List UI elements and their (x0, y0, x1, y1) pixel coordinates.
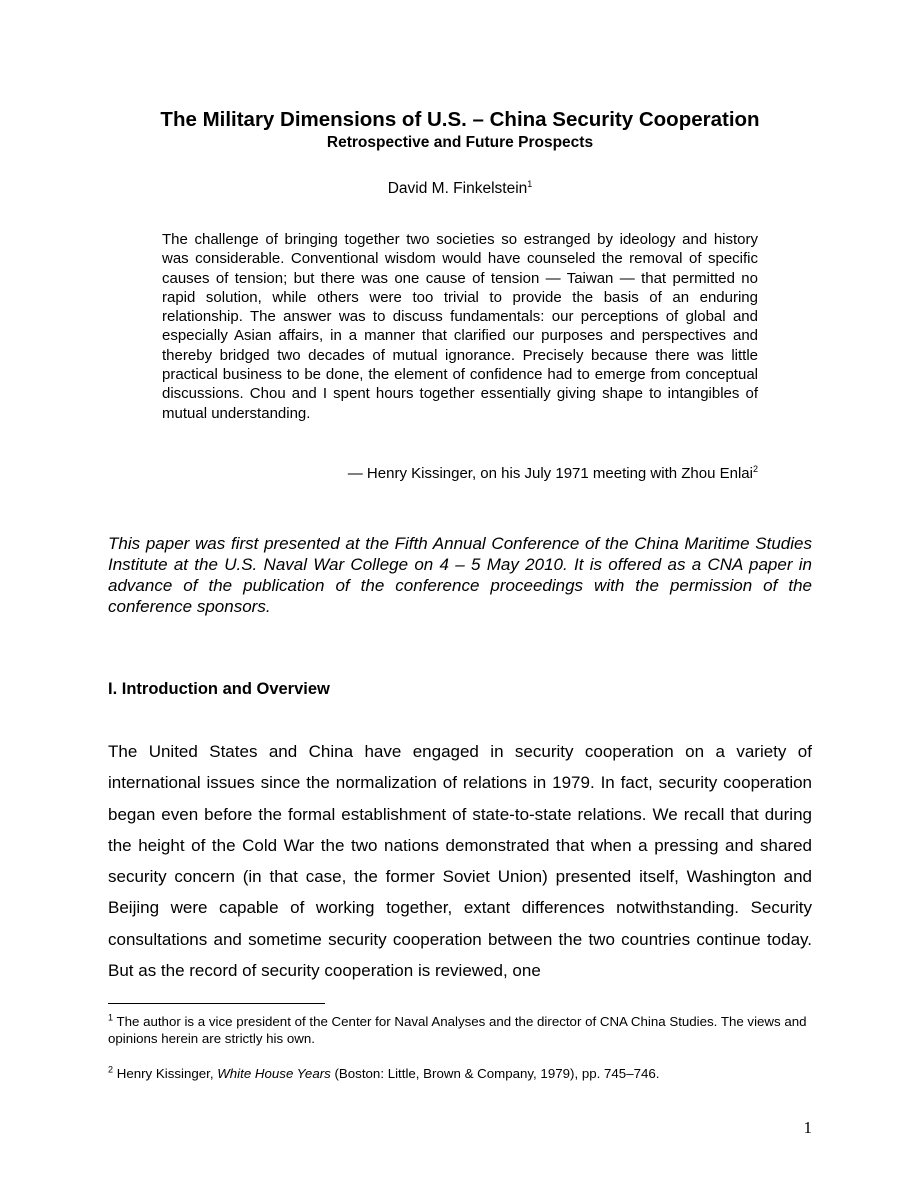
attribution-text: — Henry Kissinger, on his July 1971 meeting with Zhou Enlai (347, 465, 753, 482)
footnote-separator (108, 1003, 325, 1004)
author-line (0, 179, 920, 199)
epigraph-quote: The challenge of bringing together two societies so estranged by ideology and history was considerable. Conventional wisdom would have counseled the removal of specific causes of tension; but there was one cause of tension — Taiwan — that permitted no rapid solution, while others were too trivial to provide the basis of an enduring relationship. The answer was to discuss fundamentals: our perceptions of global and especially Asian affairs, in a manner that clarified our purposes and perspectives and thereby bridged two decades of mutual ignorance. Precisely because there was little practical business to be done, the element of confidence had to emerge from conceptual discussions. Chou and I spent hours together essentially giving shape to intangibles of mutual understanding. (162, 231, 758, 422)
footnote-2-marker: 2 (108, 1064, 114, 1075)
presentation-note: This paper was first presented at the Fifth Annual Conference of the China Maritime Studies Institute at the U.S. Naval War College on 4 – 5 May 2010. It is offered as a CNA paper in advance of the publication of the conference proceedings with the permission of the conference sponsors. (108, 534, 812, 616)
footnote-1 (108, 1013, 812, 1047)
author-name: David M. Finkelstein (387, 180, 528, 197)
paper-title: The Military Dimensions of U.S. – China Security Cooperation (160, 108, 760, 131)
footnote-2-book-title: White House Years (217, 1066, 331, 1081)
footnote-2-text-after: (Boston: Little, Brown & Company, 1979), pp. 745–746. (330, 1066, 660, 1081)
paper-subtitle: Retrospective and Future Prospects (326, 134, 594, 151)
attribution-footnote-marker[interactable]: 2 (752, 464, 758, 474)
footnote-2-text-before: Henry Kissinger, (113, 1066, 218, 1081)
body-paragraph: The United States and China have engaged in security cooperation on a variety of international issues since the normalization of relations in 1979. In fact, security cooperation began even before the formal establishment of state-to-state relations. We recall that during the height of the Cold War the two nations demonstrated that when a pressing and shared security concern (in that case, the former Soviet Union) presented itself, Washington and Beijing were capable of working together, extant differences notwithstanding. Security consultations and sometime security cooperation between the two countries continue today. But as the record of security cooperation is reviewed, one (108, 742, 812, 981)
epigraph-attribution (162, 464, 758, 484)
footnote-2 (108, 1065, 812, 1082)
section-heading: I. Introduction and Overview (108, 680, 330, 698)
footnote-1-marker: 1 (108, 1012, 114, 1023)
page-number: 1 (803, 1118, 812, 1137)
author-footnote-marker[interactable]: 1 (527, 178, 533, 189)
footnote-1-text: The author is a vice president of the Center for Naval Analyses and the director of CNA China Studies. The views and opinions herein are strictly his own. (108, 1014, 807, 1046)
